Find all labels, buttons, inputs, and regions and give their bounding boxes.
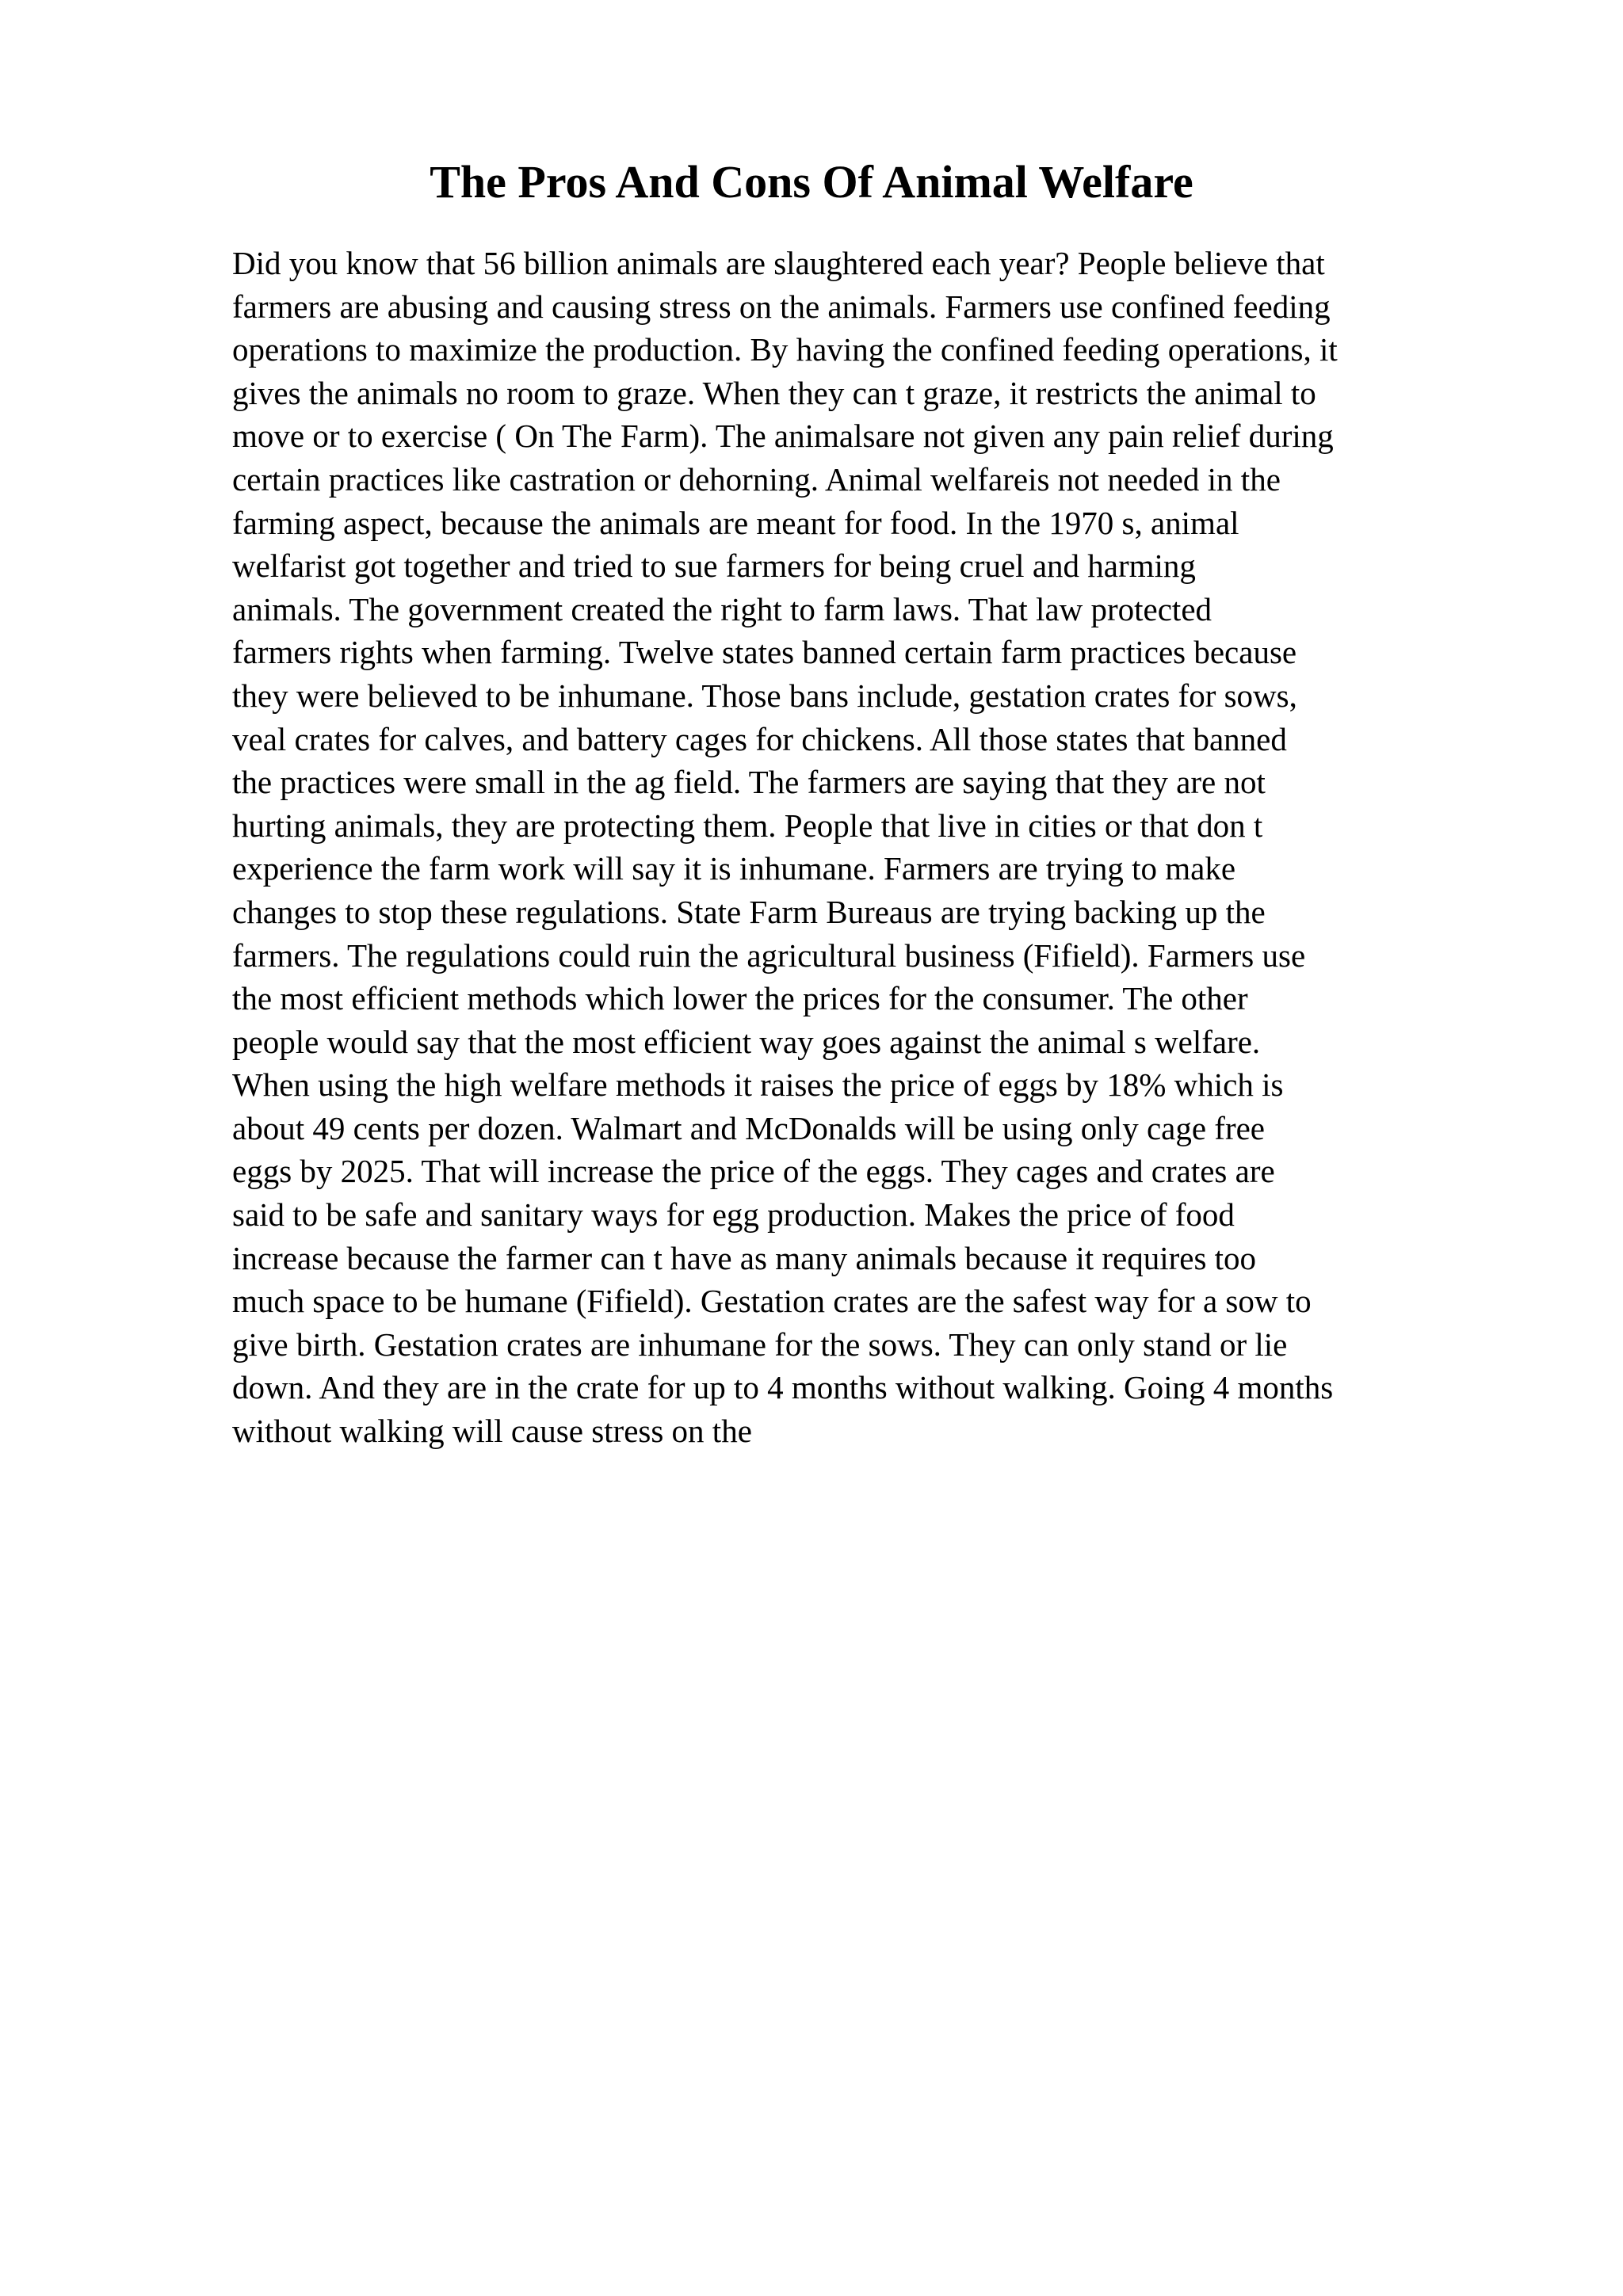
body-line: they were believed to be inhumane. Those bans include, gestation crates for sows, [232, 677, 1297, 714]
body-line: farmers. The regulations could ruin the agricultural business (Fifield). Farmers use [232, 936, 1306, 974]
body-line: veal crates for calves, and battery cages for chickens. All those states that banned [232, 720, 1287, 757]
body-line: changes to stop these regulations. State Farm Bureaus are trying backing up the [232, 893, 1266, 930]
body-line: Did you know that 56 billion animals are slaughtered each year? People believe that [232, 245, 1325, 281]
body-line: about 49 cents per dozen. Walmart and McDonalds will be using only cage free [232, 1109, 1265, 1146]
body-line: experience the farm work will say it is inhumane. Farmers are trying to make [232, 850, 1236, 887]
body-line: gives the animals no room to graze. When they can t graze, it restricts the animal to [232, 374, 1316, 411]
body-line: certain practices like castration or dehorning. Animal welfareis not needed in the [232, 460, 1281, 498]
body-line: welfarist got together and tried to sue farmers for being cruel and harming [232, 547, 1196, 585]
body-line: without walking will cause stress on the [232, 1413, 752, 1450]
body-line: animals. The government created the right to farm laws. That law protected [232, 590, 1212, 627]
body-line: When using the high welfare methods it raises the price of eggs by 18% which is [232, 1066, 1284, 1104]
body-line: people would say that the most efficient way goes against the animal s welfare. [232, 1023, 1261, 1060]
body-line: farming aspect, because the animals are meant for food. In the 1970 s, animal [232, 504, 1239, 541]
body-line: eggs by 2025. That will increase the price of the eggs. They cages and crates are [232, 1153, 1275, 1190]
document-title: The Pros And Cons Of Animal Welfare [430, 156, 1193, 208]
document-body [232, 242, 1484, 1453]
body-line: give birth. Gestation crates are inhumane for the sows. They can only stand or lie [232, 1325, 1288, 1363]
body-line: increase because the farmer can t have as many animals because it requires too [232, 1239, 1257, 1276]
body-line: said to be safe and sanitary ways for egg production. Makes the price of food [232, 1196, 1235, 1234]
body-line: the practices were small in the ag field. The farmers are saying that they are not [232, 764, 1266, 801]
body-line: farmers are abusing and causing stress on the animals. Farmers use confined feeding [232, 288, 1331, 325]
body-line: farmers rights when farming. Twelve states banned certain farm practices because [232, 634, 1297, 671]
body-line: down. And they are in the crate for up to 4 months without walking. Going 4 months [232, 1369, 1334, 1406]
body-line: move or to exercise ( On The Farm). The animalsare not given any pain relief during [232, 418, 1334, 455]
body-line: operations to maximize the production. By having the confined feeding operations, it [232, 331, 1338, 368]
body-line: much space to be humane (Fifield). Gestation crates are the safest way for a sow to [232, 1283, 1312, 1320]
body-line: hurting animals, they are protecting them. People that live in cities or that don t [232, 807, 1263, 844]
body-line: the most efficient methods which lower the prices for the consumer. The other [232, 980, 1248, 1017]
